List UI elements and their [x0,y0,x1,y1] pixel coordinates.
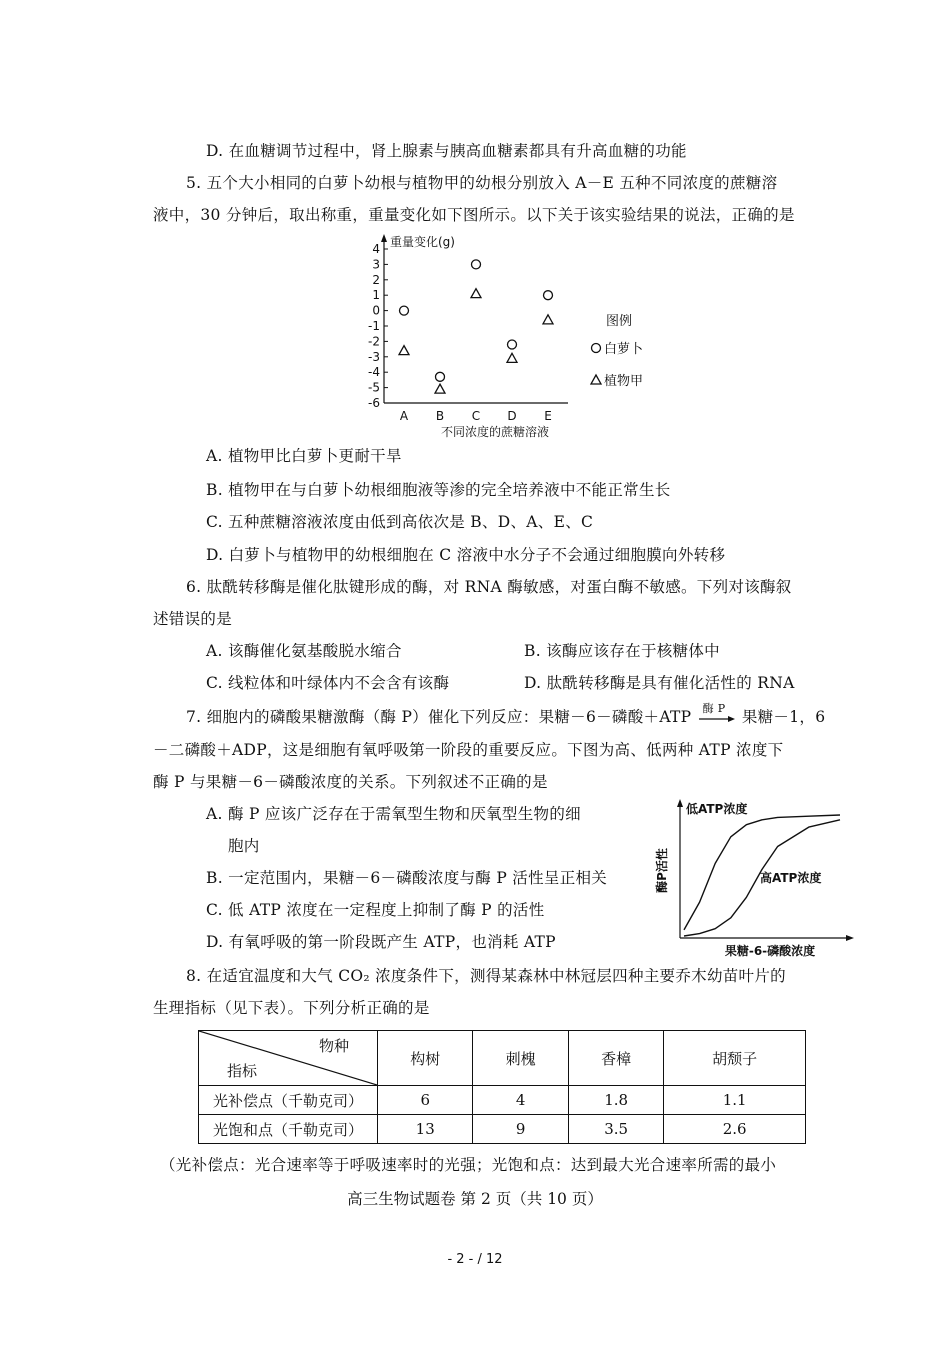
y-axis-arrow [677,799,683,807]
y-tick-label: 0 [372,303,380,318]
x-tick-label: D [507,409,517,423]
q4-option-d: D. 在血糖调节过程中，肾上腺素与胰高血糖素都具有升高血糖的功能 [206,142,687,160]
reaction-arrow [697,702,737,727]
q8-note: （光补偿点：光合速率等于呼吸速率时的光强；光饱和点：达到最大光合速率所需的最小 [160,1156,777,1174]
enzyme-activity-chart [652,795,864,963]
data-point-circle [544,291,553,300]
q5-option-b: B. 植物甲在与白萝卜幼根细胞液等渗的完全培养液中不能正常生长 [206,481,671,499]
table-cell: 3.5 [568,1115,663,1144]
q5-stem-line1: 5. 五个大小相同的白萝卜幼根与植物甲的幼根分别放入 A－E 五种不同浓度的蔗糖溶 [186,174,778,192]
y-tick-label: -2 [368,334,380,349]
table-header-row [199,1031,806,1086]
y-tick-label: 1 [372,288,380,303]
q6-option-d: D. 肽酰转移酶是具有催化活性的 RNA [524,674,795,692]
y-axis-label: 重量变化(g) [390,235,455,249]
q5-stem-line2: 液中，30 分钟后，取出称重，重量变化如下图所示。以下关于该实验结果的说法，正确的是 [153,206,795,224]
data-point-circle [508,340,517,349]
q8-stem-line1: 8. 在适宜温度和大气 CO₂ 浓度条件下，测得某森林中林冠层四种主要乔木幼苗叶片的 [186,967,786,985]
page-number: - 2 - / 12 [447,1252,503,1267]
q6-option-b: B. 该酶应该存在于核糖体中 [524,642,720,660]
q7-option-b: B. 一定范围内，果糖－6－磷酸浓度与酶 P 活性呈正相关 [206,869,608,887]
q7-stem-line1 [186,702,826,727]
q8-stem-line2: 生理指标（见下表）。下列分析正确的是 [153,999,430,1017]
y-axis-arrow [381,234,387,242]
legend-circle-icon [592,344,601,353]
column-header: 胡颓子 [664,1031,806,1086]
q7-option-a-line1: A. 酶 P 应该广泛存在于需氧型生物和厌氧型生物的细 [206,805,581,823]
table-row [199,1086,806,1115]
legend-label: 植物甲 [604,374,644,389]
row-label: 光饱和点（千勒克司） [199,1115,378,1144]
data-point-triangle [543,315,553,324]
q5-option-c: C. 五种蔗糖溶液浓度由低到高依次是 B、D、A、E、C [206,513,594,531]
table-cell: 4 [473,1086,568,1115]
y-tick-label: -4 [368,365,380,380]
q5-option-d: D. 白萝卜与植物甲的幼根细胞在 C 溶液中水分子不会通过细胞膜向外转移 [206,546,726,564]
data-point-triangle [399,346,409,355]
x-tick-label: E [544,409,552,423]
x-tick-label: A [399,409,409,423]
reaction-arrow-label: 酶 P [702,702,726,715]
row-label: 光补偿点（千勒克司） [199,1086,378,1115]
data-point-triangle [471,289,481,298]
q7-stem-line2: －二磷酸＋ADP，这是细胞有氧呼吸第一阶段的重要反应。下图为高、低两种 ATP 浓度下 [153,741,784,759]
x-tick-label: B [435,409,445,423]
legend-title: 图例 [606,314,633,329]
y-axis-label: 酶P活性 [655,848,669,893]
y-tick-label: 2 [372,272,380,287]
y-tick-label: -3 [368,349,380,364]
q6-option-a: A. 该酶催化氨基酸脱水缩合 [206,642,402,660]
column-header: 刺槐 [473,1031,568,1086]
table-cell: 6 [378,1086,473,1115]
y-tick-label: 3 [372,257,380,272]
legend-triangle-icon [591,375,601,384]
table-row [199,1115,806,1144]
table-corner-cell [199,1031,378,1086]
corner-bottom-label: 指标 [227,1062,258,1080]
series-label: 低ATP浓度 [686,802,748,816]
x-axis-label: 不同浓度的蔗糖溶液 [440,425,550,439]
x-axis-arrow [846,935,854,941]
x-axis-label: 果糖-6-磷酸浓度 [724,944,816,958]
column-header: 构树 [378,1031,473,1086]
q7-option-a-line2: 胞内 [228,837,260,855]
data-point-triangle [507,353,517,362]
diagonal-line [199,1031,377,1085]
q7-option-c: C. 低 ATP 浓度在一定程度上抑制了酶 P 的活性 [206,901,545,919]
q7-stem-part1: 7. 细胞内的磷酸果糖激酶（酶 P）催化下列反应：果糖－6－磷酸＋ATP [186,708,692,726]
q7-option-d: D. 有氧呼吸的第一阶段既产生 ATP，也消耗 ATP [206,933,556,951]
exam-footer: 高三生物试题卷 第 2 页（共 10 页） [347,1190,603,1208]
q7-stem-part2: 果糖－1，6 [741,708,826,726]
data-point-circle [436,372,445,381]
y-tick-label: -1 [368,319,380,333]
q5-option-a: A. 植物甲比白萝卜更耐干旱 [206,447,402,465]
corner-top-label: 物种 [318,1037,349,1055]
weight-change-chart [350,232,680,444]
x-tick-label: C [471,409,481,423]
y-tick-label: -5 [368,380,380,395]
q7-stem-line3: 酶 P 与果糖－6－磷酸浓度的关系。下列叙述不正确的是 [153,773,548,791]
table-cell: 9 [473,1115,568,1144]
q6-option-c: C. 线粒体和叶绿体内不会含有该酶 [206,674,450,692]
column-header: 香樟 [568,1031,663,1086]
table-cell: 2.6 [664,1115,806,1144]
table-cell: 13 [378,1115,473,1144]
data-point-circle [472,260,481,269]
q6-stem-line2: 述错误的是 [153,610,233,628]
data-point-circle [400,306,409,315]
series-label: 高ATP浓度 [760,871,822,885]
legend-label: 白萝卜 [604,342,644,357]
table-cell: 1.1 [664,1086,806,1115]
data-point-triangle [435,384,445,393]
table-cell: 1.8 [568,1086,663,1115]
arrow-icon [697,707,737,727]
y-tick-label: -6 [368,396,380,410]
q6-stem-line1: 6. 肽酰转移酶是催化肽键形成的酶，对 RNA 酶敏感，对蛋白酶不敏感。下列对该酶叙 [186,578,792,596]
physiology-table [198,1030,806,1144]
y-tick-label: 4 [372,242,380,256]
